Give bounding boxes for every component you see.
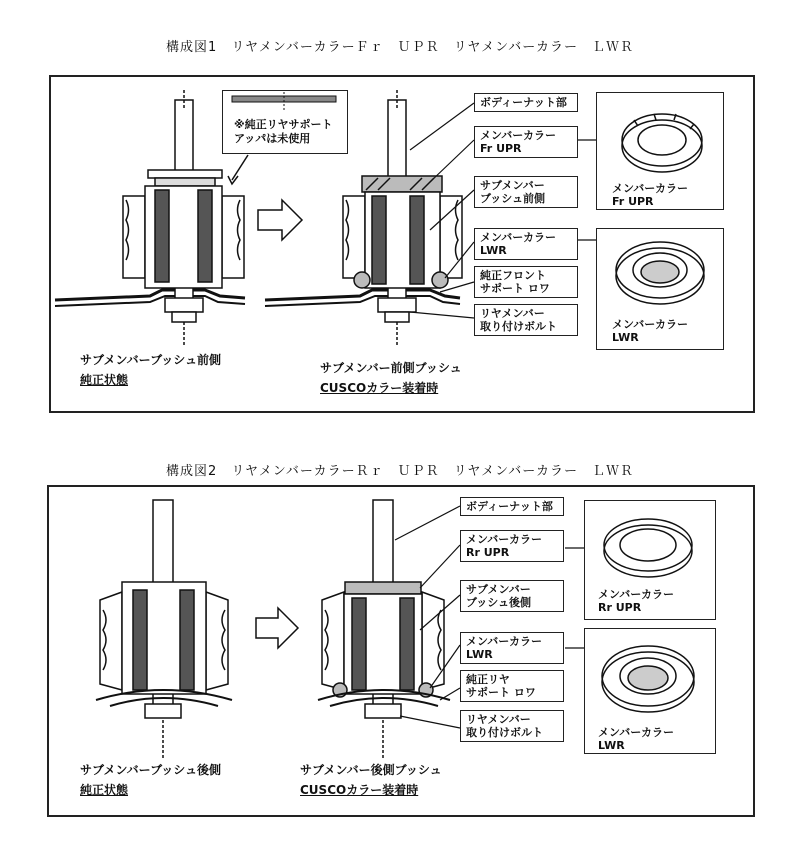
diagram1-label-bushing: サブメンバー ブッシュ前側 (474, 176, 578, 208)
diagram2-label-body-nut: ボディーナット部 (460, 497, 564, 516)
diagram2-caption: 構成図2 リヤメンバーカラーＲｒ ＵＰＲ リヤメンバーカラー ＬＷＲ (166, 464, 634, 479)
diagram2-label-mount-bolt: リヤメンバー 取り付けボルト (460, 710, 564, 742)
diagram2-label-support-lower: 純正リヤ サポート ロワ (460, 670, 564, 702)
diagram2-right-caption-line2: CUSCOカラー装着時 (300, 783, 419, 797)
diagram2-label-bushing: サブメンバー ブッシュ後側 (460, 580, 564, 612)
diagram1-label-support-lower: 純正フロント サポート ロワ (474, 266, 578, 298)
diagram1-part-lower-label: メンバーカラー LWR (612, 318, 689, 344)
diagram1-left-caption-line2: 純正状態 (80, 373, 129, 387)
diagram2-part-upper-label: メンバーカラー Rr UPR (598, 588, 675, 614)
diagram1-caption: 構成図1 リヤメンバーカラーＦｒ ＵＰＲ リヤメンバーカラー ＬＷＲ (166, 40, 634, 55)
diagram1-left-caption-line1: サブメンバーブッシュ前側 (80, 353, 222, 367)
diagram1-note: ※純正リヤサポート アッパは未使用 (234, 118, 333, 145)
diagram2-label-collar-lwr: メンバーカラー LWR (460, 632, 564, 664)
diagram2-label-collar-upr: メンバーカラー Rr UPR (460, 530, 564, 562)
diagram1-label-body-nut: ボディーナット部 (474, 93, 578, 112)
diagram2-right-caption-line1: サブメンバー後側ブッシュ (300, 763, 442, 777)
diagram1-right-caption-line2: CUSCOカラー装着時 (320, 381, 439, 395)
diagram1-label-mount-bolt: リヤメンバー 取り付けボルト (474, 304, 578, 336)
diagram2-left-caption-line1: サブメンバーブッシュ後側 (80, 763, 222, 777)
diagram2-part-lower-label: メンバーカラー LWR (598, 726, 675, 752)
diagram1-label-collar-upr: メンバーカラー Fr UPR (474, 126, 578, 158)
diagram1-right-caption-line1: サブメンバー前側ブッシュ (320, 361, 462, 375)
diagram1-label-collar-lwr: メンバーカラー LWR (474, 228, 578, 260)
diagram2-left-caption-line2: 純正状態 (80, 783, 129, 797)
diagram1-part-upper-label: メンバーカラー Fr UPR (612, 182, 689, 208)
